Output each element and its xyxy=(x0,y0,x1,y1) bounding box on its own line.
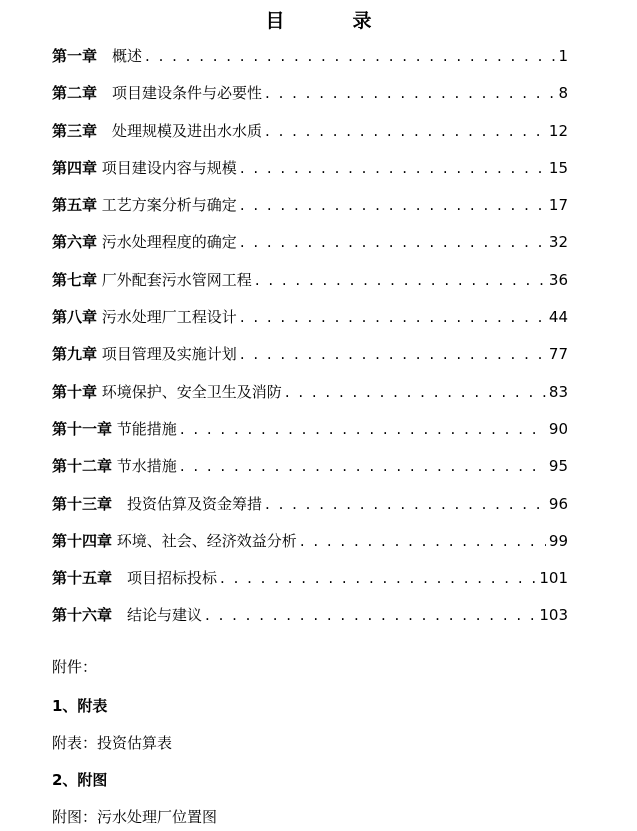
toc-chapter-number: 第十五章 xyxy=(52,569,113,588)
toc-title-part1: 目 xyxy=(265,10,285,32)
toc-page-number: 90 xyxy=(548,419,568,438)
attached-figures-heading: 2、附图 xyxy=(52,771,108,789)
toc-entry[interactable] xyxy=(52,417,568,454)
toc-chapter-title: 环境保护、安全卫生及消防 xyxy=(101,382,282,401)
toc-chapter-number: 第五章 xyxy=(52,196,98,215)
toc-entry[interactable] xyxy=(52,342,568,379)
toc-chapter-title: 节水措施 xyxy=(116,457,177,476)
table-of-contents xyxy=(52,44,568,641)
toc-spacer xyxy=(97,81,112,105)
toc-entry[interactable] xyxy=(52,603,568,640)
toc-chapter-title: 概述 xyxy=(112,47,143,65)
toc-chapter-title: 项目管理及实施计划 xyxy=(101,345,237,364)
attached-table-item: 附表：投资估算表 xyxy=(52,734,173,752)
toc-dot-leader xyxy=(285,380,546,404)
toc-entry[interactable] xyxy=(52,454,568,491)
toc-page-number: 8 xyxy=(558,84,568,103)
toc-page-number: 101 xyxy=(539,569,568,588)
toc-chapter-title: 节能措施 xyxy=(116,419,177,438)
toc-dot-leader xyxy=(205,603,536,627)
toc-chapter-number: 第四章 xyxy=(52,158,98,177)
toc-entry[interactable] xyxy=(52,492,568,529)
toc-dot-leader xyxy=(265,81,555,105)
toc-page-number: 36 xyxy=(548,270,568,289)
toc-chapter-number: 第二章 xyxy=(52,84,98,103)
toc-chapter-title: 结论与建议 xyxy=(127,606,203,625)
toc-dot-leader xyxy=(220,566,536,590)
toc-chapter-number: 第十二章 xyxy=(52,457,113,476)
toc-entry[interactable] xyxy=(52,230,568,267)
toc-entry[interactable] xyxy=(52,81,568,118)
toc-spacer xyxy=(112,603,127,627)
toc-spacer xyxy=(112,492,127,516)
toc-dot-leader xyxy=(180,417,546,441)
toc-page-number: 96 xyxy=(548,494,568,513)
attached-figure-item: 附图：污水处理厂位置图 xyxy=(52,808,218,826)
toc-spacer xyxy=(97,119,112,143)
toc-page-number: 15 xyxy=(548,158,568,177)
toc-dot-leader xyxy=(265,119,546,143)
toc-chapter-title: 处理规模及进出水水质 xyxy=(112,121,263,140)
toc-chapter-title: 厂外配套污水管网工程 xyxy=(101,270,252,289)
toc-entry[interactable] xyxy=(52,268,568,305)
toc-entry[interactable] xyxy=(52,566,568,603)
toc-entry[interactable] xyxy=(52,119,568,156)
toc-dot-leader xyxy=(255,268,546,292)
toc-chapter-title: 污水处理程度的确定 xyxy=(101,233,237,252)
toc-chapter-number: 第十三章 xyxy=(52,494,113,513)
toc-chapter-title: 工艺方案分析与确定 xyxy=(101,196,237,215)
toc-page-number: 77 xyxy=(548,345,568,364)
toc-entry[interactable] xyxy=(52,380,568,417)
toc-dot-leader xyxy=(240,342,546,366)
toc-spacer xyxy=(112,566,127,590)
toc-title xyxy=(0,6,637,33)
attached-tables-heading: 1、附表 xyxy=(52,697,108,715)
toc-chapter-number: 第十章 xyxy=(52,382,98,401)
toc-dot-leader xyxy=(300,529,546,553)
toc-dot-leader xyxy=(145,44,555,68)
toc-title-part2: 录 xyxy=(352,10,372,32)
toc-entry[interactable] xyxy=(52,193,568,230)
toc-page-number: 83 xyxy=(548,382,568,401)
toc-chapter-number: 第八章 xyxy=(52,308,98,327)
toc-page-number: 17 xyxy=(548,196,568,215)
toc-entry[interactable] xyxy=(52,44,568,81)
toc-chapter-number: 第六章 xyxy=(52,233,98,252)
toc-chapter-number: 第十六章 xyxy=(52,606,113,625)
toc-chapter-title: 项目建设内容与规模 xyxy=(101,158,237,177)
toc-page-number: 44 xyxy=(548,308,568,327)
toc-chapter-number: 第一章 xyxy=(52,47,98,65)
toc-page-number: 95 xyxy=(548,457,568,476)
toc-spacer xyxy=(97,44,112,68)
toc-entry[interactable] xyxy=(52,529,568,566)
toc-dot-leader xyxy=(240,305,546,329)
toc-chapter-number: 第十四章 xyxy=(52,531,113,550)
toc-page-number: 99 xyxy=(548,531,568,550)
toc-dot-leader xyxy=(265,492,546,516)
toc-dot-leader xyxy=(240,193,546,217)
toc-page-number: 32 xyxy=(548,233,568,252)
toc-chapter-title: 污水处理厂工程设计 xyxy=(101,308,237,327)
toc-entry[interactable] xyxy=(52,156,568,193)
toc-chapter-title: 项目建设条件与必要性 xyxy=(112,84,263,103)
toc-chapter-number: 第九章 xyxy=(52,345,98,364)
toc-chapter-title: 项目招标投标 xyxy=(127,569,218,588)
attachments-heading: 附件： xyxy=(52,658,98,676)
toc-dot-leader xyxy=(240,230,546,254)
toc-chapter-number: 第七章 xyxy=(52,270,98,289)
toc-page-number: 103 xyxy=(539,606,568,625)
toc-chapter-title: 投资估算及资金筹措 xyxy=(127,494,263,513)
toc-entry[interactable] xyxy=(52,305,568,342)
toc-page-number: 12 xyxy=(548,121,568,140)
toc-dot-leader xyxy=(240,156,546,180)
toc-dot-leader xyxy=(180,454,546,478)
toc-page-number: 1 xyxy=(558,47,568,65)
toc-chapter-number: 第三章 xyxy=(52,121,98,140)
toc-chapter-number: 第十一章 xyxy=(52,419,113,438)
toc-chapter-title: 环境、社会、经济效益分析 xyxy=(116,531,297,550)
